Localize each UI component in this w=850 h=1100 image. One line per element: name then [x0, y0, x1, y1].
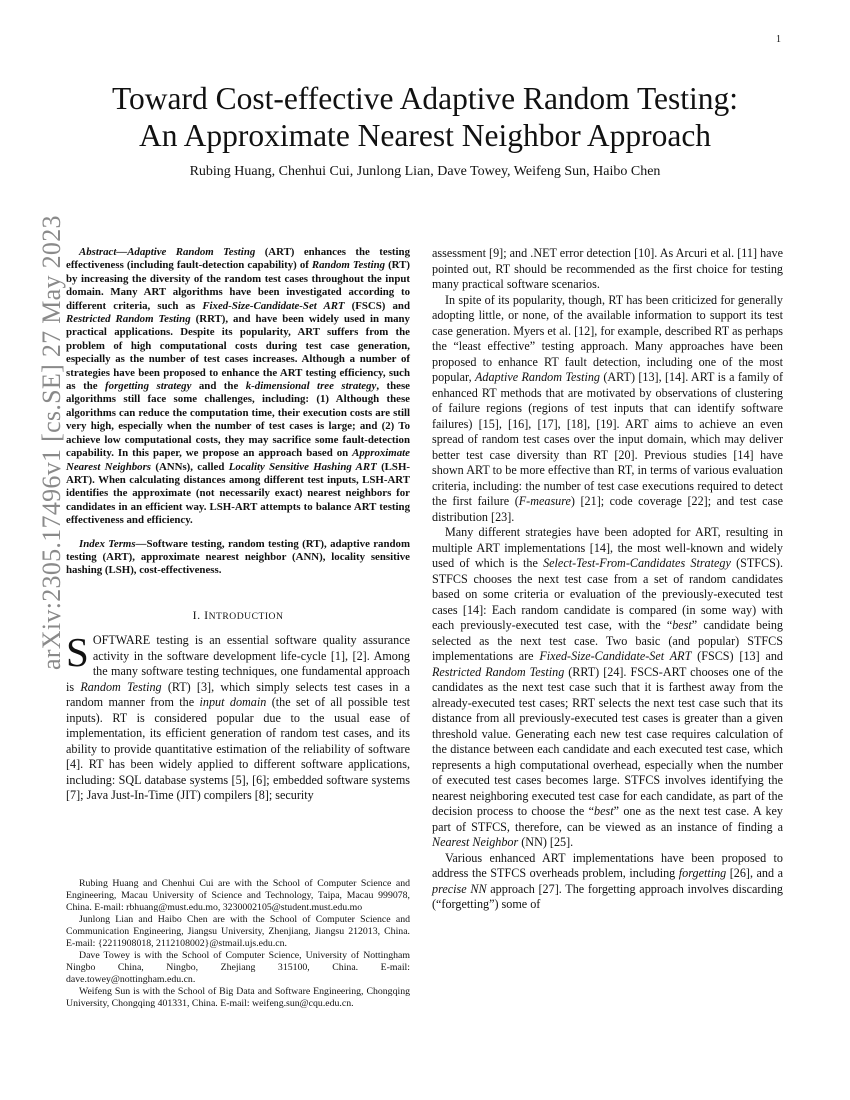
arxiv-identifier: arXiv:2305.17496v1 [cs.SE] 27 May 2023 — [37, 215, 66, 670]
body-paragraph: assessment [9]; and .NET error detection [10]. As Arcuri et al. [11] have pointed out, RT should be recommended as the first choice for testing many practical software scenarios. — [432, 246, 783, 291]
body-paragraph — [432, 525, 783, 851]
body-text: Many different strategies have been adopted for ART, resulting in multiple ART implementations [14], the most well-known and widely used of which is the — [432, 525, 783, 570]
abstract — [66, 246, 410, 528]
index-terms-text: Software testing, random testing (RT), adaptive random testing (ART), approximate nearest neighbor (ANN), locality sensitive hashing (LSH), cost-effectiveness. — [66, 537, 410, 577]
title-line-2: An Approximate Nearest Neighbor Approach — [138, 118, 712, 153]
abstract-text: and the — [191, 380, 246, 393]
body-text: ” one as the next test case. A key part of STFCS, therefore, can be viewed as an instance of finding a — [432, 804, 783, 834]
author-footnotes — [66, 878, 410, 1010]
body-text: best — [594, 804, 614, 818]
drop-cap: S — [66, 629, 89, 676]
body-text: ) [21]; code coverage [22]; and test case distribution [23]. — [432, 494, 784, 524]
footnote: Junlong Lian and Haibo Chen are with the School of Computer Science and Communication Engineering, Jiangsu University, Zhenjiang, Jiangsu 212013, China. E-mail: {2211908018, 2112108002}@stmail.ujs.edu.cn. — [66, 914, 410, 949]
body-text: Nearest Neighbor — [432, 835, 519, 849]
abstract-text: Adaptive Random Testing — [127, 246, 256, 258]
body-text: (STFCS). STFCS chooses the next test case from a set of random candidates based on some criteria or evaluation of the previously-executed test cases [14]: Each random candidate is compared (in some way) with each previously-executed test case, with the “ — [432, 556, 783, 632]
abstract-text: Approximate Nearest Neighbors — [66, 447, 410, 473]
abstract-text: Restricted Random Testing — [66, 313, 191, 326]
section-title-initial: I — [204, 607, 209, 622]
abstract-text: forgetting strategy — [105, 380, 192, 393]
body-text: Adaptive Random Testing — [475, 370, 600, 384]
abstract-text: Fixed-Size-Candidate-Set ART — [202, 299, 345, 312]
author-list: Rubing Huang, Chenhui Cui, Junlong Lian, Dave Towey, Weifeng Sun, Haibo Chen — [189, 164, 661, 179]
body-text: forgetting — [678, 866, 727, 880]
body-text: ” candidate being selected as the next test case. Two basic (and popular) STFCS implementations are — [432, 618, 783, 663]
abstract-text: (ART) enhances the testing effectiveness (including fault-detection capability) of — [66, 246, 410, 272]
body-text: Restricted Random Testing — [432, 664, 565, 679]
index-terms-label: Index Terms— — [79, 537, 147, 550]
abstract-text: , these algorithms still face some challenges, including: (1) Although these algorithms can reduce the computation time, their execution costs are still very high, especially when the number of test cases is large; and (2) To achieve low computational costs, they may sacrifice some fault-detection capability. In this paper, we propose an approach based on — [66, 380, 410, 460]
abstract-text: (LSH-ART). When calculating distances among different test inputs, LSH-ART identifies the approximate (not necessarily exact) nearest neighbors for candidates in an efficient way. LSH-ART attempts to balance ART testing effectiveness and efficiency. — [66, 460, 410, 527]
body-paragraph — [432, 851, 783, 913]
abstract-text: (FSCS) and — [344, 299, 410, 312]
body-text: F-measure — [518, 494, 571, 508]
body-text: (ART) [13], [14]. ART is a family of enhanced RT methods that are motivated by observations of clustering of failure regions (regions of test inputs that can identify software failures) [15], [16], [17], [18], [19]. ART aims to achieve an even spread of random test cases over the input domain, which may deliver better test case diversity than RT [20]. Previous studies [14] have shown ART to be more effective than RT, in terms of various evaluation criteria, including: the number of test case executions required to detect the first failure ( — [432, 370, 783, 508]
footnote: Rubing Huang and Chenhui Cui are with the School of Computer Science and Engineering, Macau University of Science and Technology, Taipa, Macau 999078, China. E-mail: rbhuang@must.edu.mo, 3230002105@student.must.edu.mo — [66, 878, 410, 913]
abstract-text: Locality Sensitive Hashing ART — [228, 460, 377, 473]
abstract-text: Random Testing — [311, 259, 386, 272]
intro-paragraph — [66, 629, 410, 804]
body-text: [26], and a — [726, 866, 783, 880]
footnote: Dave Towey is with the School of Computer Science, University of Nottingham Ningbo China, Ningbo, Zhejiang 315100, China. E-mail: dave.towey@nottingham.edu.cn. — [66, 950, 410, 985]
intro-text: (RT) [3], which simply selects test cases in a random manner from the — [66, 679, 410, 710]
intro-text: Random Testing — [80, 679, 162, 694]
body-text: precise NN — [432, 881, 487, 896]
body-text: (NN) [25]. — [518, 835, 574, 849]
abstract-text: k-dimensional tree strategy — [245, 380, 377, 393]
intro-text: (the set of all possible test inputs). RT is considered popular due to the usual ease of implementation, its efficient generation of random test cases, and its ability to provide quantitative estimation of the reliability of software [4]. RT has been widely applied to different software applications, including: SQL database systems [5], [6]; embedded software systems [7]; Java Just-In-Time (JIT) compilers [8]; security — [66, 695, 410, 803]
body-text: Various enhanced ART implementations have been proposed to address the STFCS overheads problem, including — [432, 850, 783, 880]
paper-title — [0, 80, 850, 154]
abstract-text: (RRT), and have been widely used in many practical applications. Despite its popularity, ART suffers from the problem of high computational costs during test case generation, especially as the number of test cases increases. Although a number of strategies have been proposed to enhance the ART testing efficiency, such as the — [66, 313, 410, 393]
abstract-label: Abstract— — [79, 246, 128, 258]
section-number: I. — [192, 607, 205, 622]
body-text: Select-Test-From-Candidates Strategy — [543, 556, 731, 570]
section-heading-introduction — [66, 608, 410, 625]
intro-text: input domain — [199, 695, 267, 710]
abstract-text: (ANNs), called — [151, 460, 229, 473]
footnote: Weifeng Sun is with the School of Big Data and Software Engineering, Chongqing University, Chongqing 401331, China. E-mail: weifeng.sun@cqu.edu.cn. — [66, 986, 410, 1009]
abstract-text: (RT) by increasing the diversity of the random test cases throughout the input domain. Many ART algorithms have been investigated according to different criteria, such as — [66, 259, 410, 312]
title-line-1: Toward Cost-effective Adaptive Random Testing: — [111, 81, 739, 116]
intro-text: OFTWARE testing is an essential software quality assurance activity in the software development life-cycle [1], [2]. Among the many software testing techniques, one fundamental approach is — [66, 633, 410, 694]
body-paragraph — [432, 293, 783, 526]
right-column — [432, 246, 783, 913]
body-text: best — [672, 618, 692, 632]
left-column — [66, 246, 410, 804]
body-text: Fixed-Size-Candidate-Set ART — [539, 649, 692, 663]
index-terms — [66, 538, 410, 578]
section-title-rest: NTRODUCTION — [208, 610, 284, 622]
body-text: In spite of its popularity, though, RT has been criticized for generally adopting little, or none, of the available information to support its test case generation. Myers et al. [12], for example, described RT as perhaps the “least effective” testing approach. Many approaches have been proposed to enhance RT fault detection, including one of the most popular, — [432, 292, 783, 384]
body-text: (FSCS) [13] and — [691, 649, 783, 663]
body-text: approach [27]. The forgetting approach involves discarding (“forgetting”) some of — [432, 881, 783, 911]
body-text: (RRT) [24]. FSCS-ART chooses one of the candidates as the next test case such that it is farthest away from the already-executed test cases; RRT selects the next test case such that its distance from all previously-executed test cases is greater than a given threshold value. Generating each new test case requires calculation of the distance between each candidate and each executed test case, which represents a high computational overhead, especially when the number of executed test cases becomes large. STFCS involves identifying the nearest neighboring executed test case for each candidate, as part of the decision process to choose the “ — [432, 664, 783, 818]
page-number: 1 — [776, 34, 781, 45]
